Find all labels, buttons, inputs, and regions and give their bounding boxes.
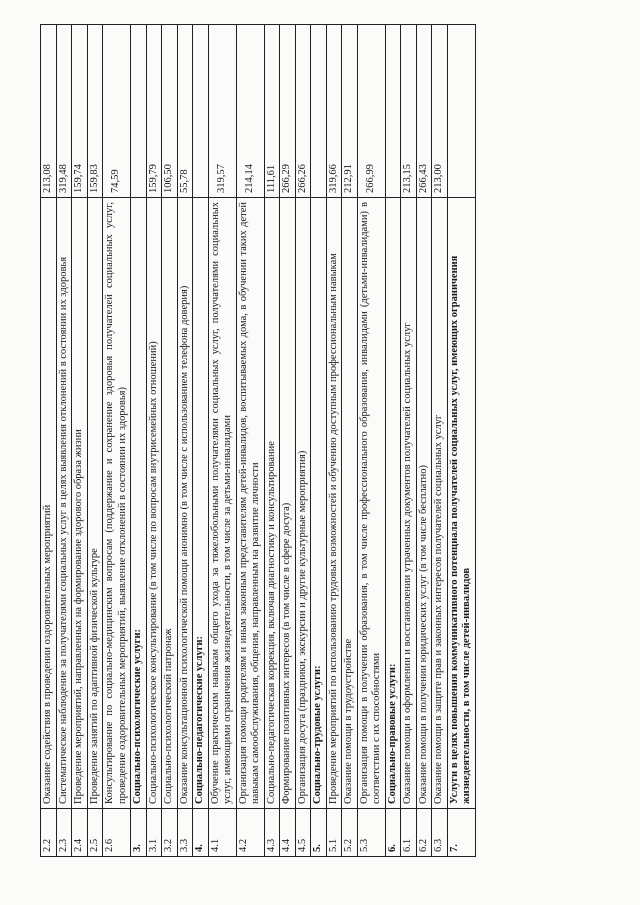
service-name: Проведение мероприятий, направленных на формирование здорового образа жизни: [72, 198, 88, 809]
price-value: 213,08: [41, 25, 57, 198]
service-name: Социально-психологические услуги:: [131, 198, 147, 809]
row-number: 2.5: [87, 809, 103, 857]
price-value: [311, 25, 327, 198]
price-value: 266,43: [416, 25, 432, 198]
row-number: 4.: [193, 809, 209, 857]
service-name: Оказание помощи в оформлении и восстановлении утраченных документов получателей социальных услуг: [401, 198, 417, 809]
price-value: 266,26: [295, 25, 311, 198]
row-number: 6.: [385, 809, 401, 857]
section-row: [385, 25, 401, 857]
price-value: 159,83: [87, 25, 103, 198]
row-number: 6.2: [416, 809, 432, 857]
services-price-table: [40, 24, 476, 857]
price-value: 319,48: [56, 25, 72, 198]
row-number: 7.: [447, 809, 475, 857]
row-number: 4.3: [264, 809, 280, 857]
price-value: 212,91: [342, 25, 358, 198]
row-number: 5.: [311, 809, 327, 857]
service-name: Проведение занятий по адаптивной физической культуре: [87, 198, 103, 809]
price-value: 266,99: [357, 25, 385, 198]
row-number: 5.1: [326, 809, 342, 857]
rotated-page-content: [40, 25, 597, 857]
price-value: 111,61: [264, 25, 280, 198]
row-number: 2.3: [56, 809, 72, 857]
row-number: 3.: [131, 809, 147, 857]
table-row: [264, 25, 280, 857]
service-name: Оказание помощи в получении юридических услуг (в том числе бесплатно): [416, 198, 432, 809]
service-name: Оказание помощи в трудоустройстве: [342, 198, 358, 809]
row-number: 3.2: [162, 809, 178, 857]
price-value: [385, 25, 401, 198]
row-number: 4.2: [236, 809, 264, 857]
table-row: [87, 25, 103, 857]
service-name: Услуги в целях повышения коммуникативного потенциала получателей социальных услуг, имеющих ограничения жизнедеятельности, в том числе детей-инвалидов: [447, 198, 475, 809]
row-number: 4.1: [208, 809, 236, 857]
table-row: [146, 25, 162, 857]
table-row: [56, 25, 72, 857]
table-row: [342, 25, 358, 857]
price-value: 159,74: [72, 25, 88, 198]
price-value: 213,15: [401, 25, 417, 198]
service-name: Социально-психологический патронаж: [162, 198, 178, 809]
service-name: Организация досуга (праздники, экскурсии и другие культурные мероприятия): [295, 198, 311, 809]
service-name: Формирование позитивных интересов (в том числе в сфере досуга): [280, 198, 296, 809]
row-number: 5.2: [342, 809, 358, 857]
table-row: [326, 25, 342, 857]
table-row: [236, 25, 264, 857]
service-name: Оказание содействия в проведении оздоровительных мероприятий: [41, 198, 57, 809]
price-value: 55,78: [177, 25, 193, 198]
price-value: 74,59: [103, 25, 131, 198]
table-row: [401, 25, 417, 857]
table-row: [357, 25, 385, 857]
row-number: 6.1: [401, 809, 417, 857]
section-row: [193, 25, 209, 857]
service-name: Систематическое наблюдение за получателями социальных услуг в целях выявления отклонений в состоянии их здоровья: [56, 198, 72, 809]
table-row: [416, 25, 432, 857]
price-value: 213,00: [432, 25, 448, 198]
service-name: Консультирование по социально-медицинским вопросам (поддержание и сохранение здоровья получателей социальных услуг, проведение оздоровительных мероприятий, выявление отклонений в состоянии их здоровья): [103, 198, 131, 809]
table-row: [280, 25, 296, 857]
price-value: 319,57: [208, 25, 236, 198]
table-row: [103, 25, 131, 857]
service-name: Организация помощи родителям и иным законным представителям детей-инвалидов, воспитываемых дома, в обучении таких детей навыкам самообслуживания, общения, направленным на развитие личности: [236, 198, 264, 809]
row-number: 6.3: [432, 809, 448, 857]
table-row: [41, 25, 57, 857]
service-name: Оказание помощи в защите прав и законных интересов получателей социальных услуг: [432, 198, 448, 809]
service-name: Социально-педагогические услуги:: [193, 198, 209, 809]
price-value: 319,66: [326, 25, 342, 198]
table-row: [72, 25, 88, 857]
row-number: 4.4: [280, 809, 296, 857]
row-number: 5.3: [357, 809, 385, 857]
service-name: Социально-трудовые услуги:: [311, 198, 327, 809]
table-row: [295, 25, 311, 857]
service-name: Оказание консультационной психологической помощи анонимно (в том числе с использованием телефона доверия): [177, 198, 193, 809]
row-number: 4.5: [295, 809, 311, 857]
table-row: [208, 25, 236, 857]
row-number: 2.4: [72, 809, 88, 857]
row-number: 3.3: [177, 809, 193, 857]
service-name: Социально-педагогическая коррекция, включая диагностику и консультирование: [264, 198, 280, 809]
price-value: 266,29: [280, 25, 296, 198]
service-name: Обучение практическим навыкам общего ухода за тяжелобольными получателями социальных услуг, получателями социальных услуг, имеющими ограничения жизнедеятельности, в том числе за детьми-инвалидами: [208, 198, 236, 809]
table-row: [432, 25, 448, 857]
service-name: Социально-правовые услуги:: [385, 198, 401, 809]
service-name: Социально-психологическое консультирование (в том числе по вопросам внутрисемейных отношений): [146, 198, 162, 809]
price-value: 106,50: [162, 25, 178, 198]
table-row: [177, 25, 193, 857]
price-value: 159,79: [146, 25, 162, 198]
service-name: Организация помощи в получении образования, в том числе профессионального образования, инвалидами (детьми-инвалидами) в соответствии с их способностями: [357, 198, 385, 809]
row-number: 3.1: [146, 809, 162, 857]
row-number: 2.6: [103, 809, 131, 857]
section-row: [447, 25, 475, 857]
table-row: [162, 25, 178, 857]
price-value: [193, 25, 209, 198]
section-row: [311, 25, 327, 857]
row-number: 2.2: [41, 809, 57, 857]
service-name: Проведение мероприятий по использованию трудовых возможностей и обучению доступным профессиональным навыкам: [326, 198, 342, 809]
price-value: [447, 25, 475, 198]
price-value: 214,14: [236, 25, 264, 198]
price-value: [131, 25, 147, 198]
section-row: [131, 25, 147, 857]
